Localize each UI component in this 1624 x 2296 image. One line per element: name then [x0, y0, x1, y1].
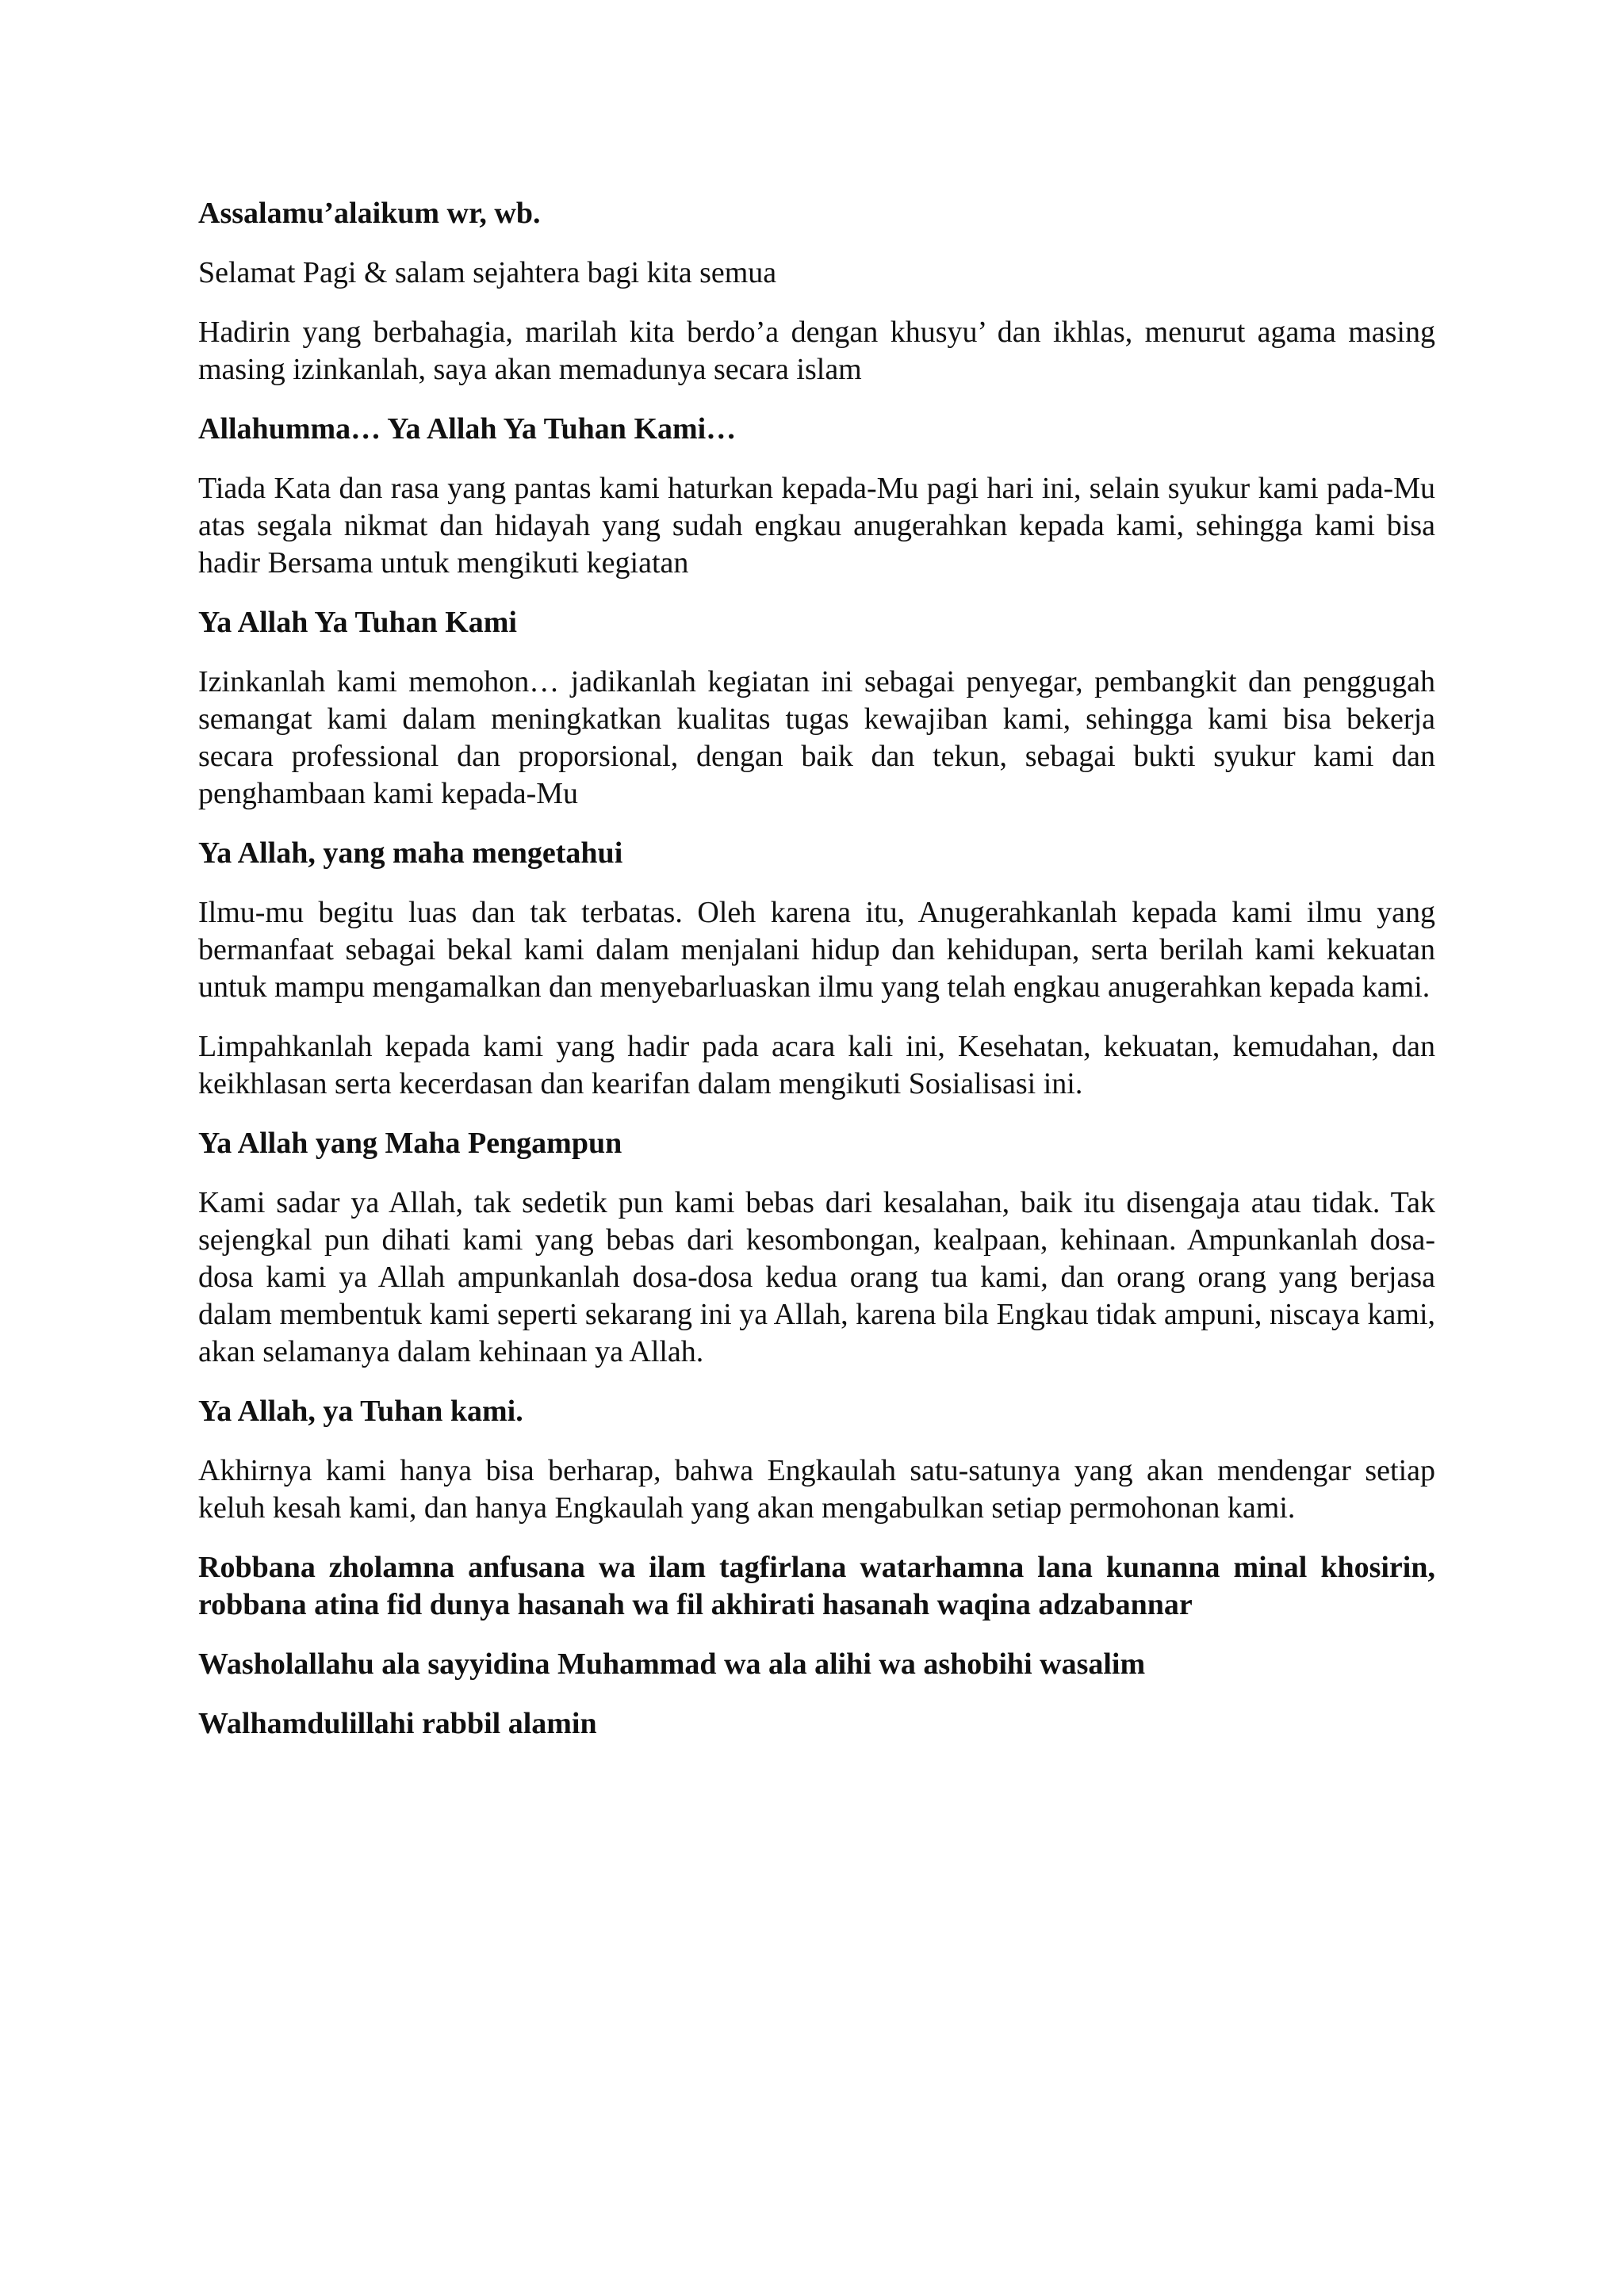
- forgiveness-paragraph: Kami sadar ya Allah, tak sedetik pun kami bebas dari kesalahan, baik itu disengaja atau tidak. Tak sejengkal pun dihati kami yang bebas dari kesombongan, kealpaan, kehinaan. Ampunkanlah dosa-dosa kami ya Allah ampunkanlah dosa-dosa kedua orang tua kami, dan orang orang yang berjasa dalam membentuk kami seperti sekarang ini ya Allah, karena bila Engkau tidak ampuni, niscaya kami, akan selamanya dalam kehinaan ya Allah.: [198, 1186, 1435, 1368]
- robbana-prayer: Robbana zholamna anfusana wa ilam tagfirlana watarhamna lana kunanna minal khosirin, robbana atina fid dunya hasanah wa fil akhirati hasanah waqina adzabannar: [198, 1551, 1435, 1621]
- section-heading-ya-allah: Ya Allah Ya Tuhan Kami: [198, 606, 517, 639]
- closing-line: Walhamdulillahi rabbil alamin: [198, 1707, 597, 1740]
- gratitude-paragraph: Tiada Kata dan rasa yang pantas kami haturkan kepada-Mu pagi hari ini, selain syukur kami pada-Mu atas segala nikmat dan hidayah yang sudah engkau anugerahkan kepada kami, sehingga kami bisa hadir Bersama untuk mengikuti kegiatan: [198, 472, 1435, 580]
- sholawat-line: Washolallahu ala sayyidina Muhammad wa ala alihi wa ashobihi wasalim: [198, 1647, 1146, 1681]
- intro-paragraph: Hadirin yang berbahagia, marilah kita berdo’a dengan khusyu’ dan ikhlas, menurut agama masing masing izinkanlah, saya akan memadunya secara islam: [198, 316, 1435, 386]
- section-heading-allahumma: Allahumma… Ya Allah Ya Tuhan Kami…: [198, 412, 737, 446]
- request-paragraph: Izinkanlah kami memohon… jadikanlah kegiatan ini sebagai penyegar, pembangkit dan penggugah semangat kami dalam meningkatkan kualitas tugas kewajiban kami, sehingga kami bisa bekerja secara professional dan proporsional, dengan baik dan tekun, sebagai bukti syukur kami dan penghambaan kami kepada-Mu: [198, 665, 1435, 810]
- section-heading-maha-pengampun: Ya Allah yang Maha Pengampun: [198, 1127, 622, 1160]
- blessing-paragraph: Limpahkanlah kepada kami yang hadir pada acara kali ini, Kesehatan, kekuatan, kemudahan, dan keikhlasan serta kecerdasan dan kearifan dalam mengikuti Sosialisasi ini.: [198, 1030, 1435, 1100]
- section-heading-maha-mengetahui: Ya Allah, yang maha mengetahui: [198, 836, 623, 870]
- salutation-paragraph: Selamat Pagi & salam sejahtera bagi kita semua: [198, 256, 777, 289]
- knowledge-paragraph: Ilmu-mu begitu luas dan tak terbatas. Oleh karena itu, Anugerahkanlah kepada kami ilmu yang bermanfaat sebagai bekal kami dalam menjalani hidup dan kehidupan, serta berilah kami kekuatan untuk mampu mengamalkan dan menyebarluaskan ilmu yang telah engkau anugerahkan kepada kami.: [198, 896, 1435, 1004]
- document-page: [198, 195, 1435, 1765]
- section-heading-ya-tuhan: Ya Allah, ya Tuhan kami.: [198, 1395, 523, 1428]
- hope-paragraph: Akhirnya kami hanya bisa berharap, bahwa Engkaulah satu-satunya yang akan mendengar setiap keluh kesah kami, dan hanya Engkaulah yang akan mengabulkan setiap permohonan kami.: [198, 1454, 1435, 1525]
- greeting-heading: Assalamu’alaikum wr, wb.: [198, 197, 541, 230]
